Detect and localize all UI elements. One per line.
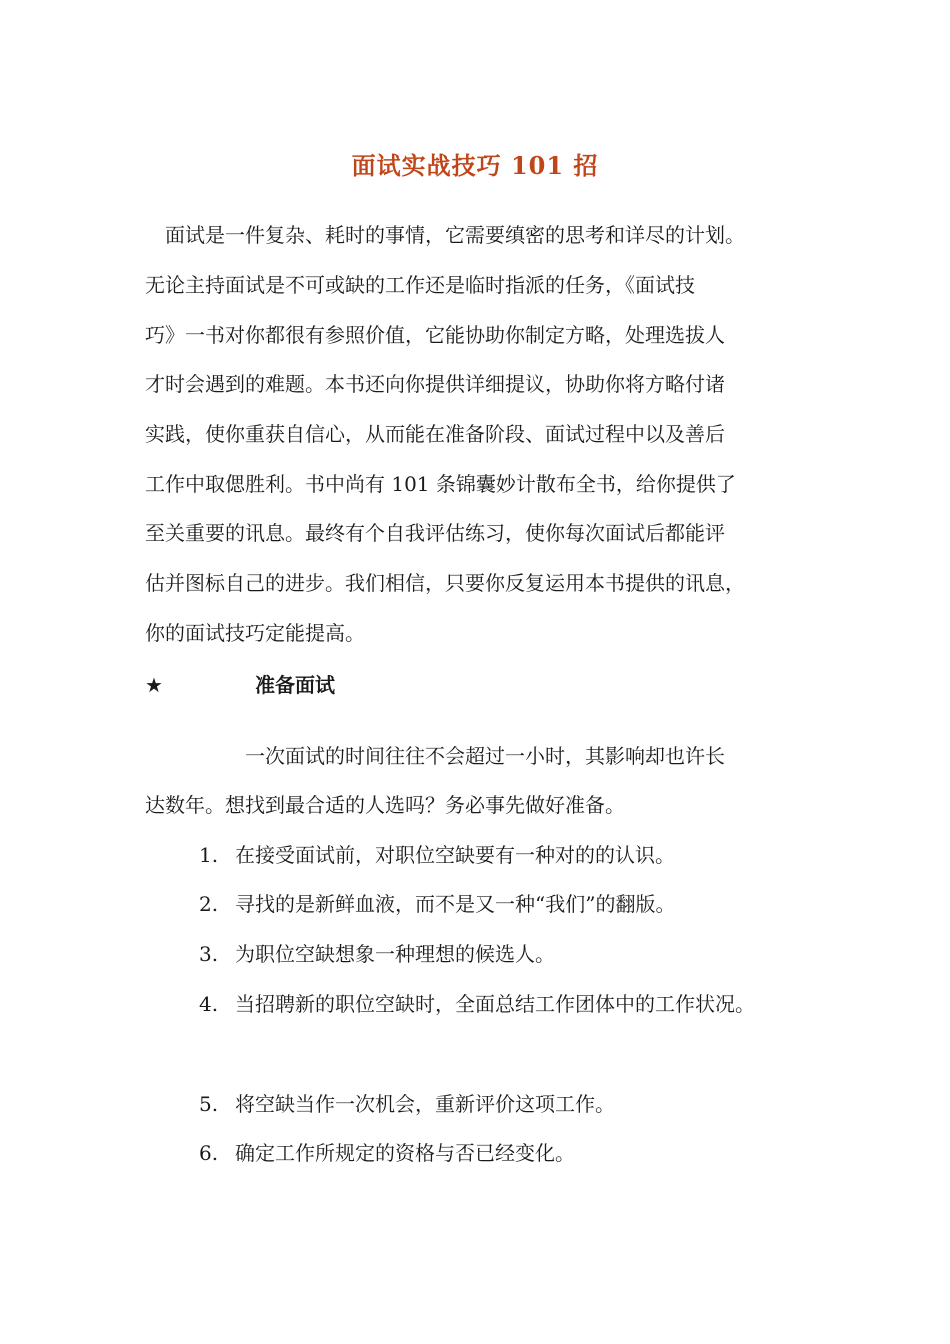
section-heading-text: 准备面试 xyxy=(255,673,335,697)
section-intro-line-1: 一次面试的时间往往不会超过一小时，其影响却也许长 xyxy=(145,744,725,768)
intro-line-6: 工作中取偲胜利。书中尚有 101 条锦囊妙计散布全书，给你提供了 xyxy=(145,472,736,496)
intro-line-4: 才时会遇到的难题。本书还向你提供详细提议，协助你将方略付诸 xyxy=(145,372,725,396)
list-item-number: 6. xyxy=(199,1141,219,1165)
list-item-text: 将空缺当作一次机会，重新评价这项工作。 xyxy=(235,1092,615,1116)
list-item-number: 5. xyxy=(199,1092,219,1116)
list-item-text: 为职位空缺想象一种理想的候选人。 xyxy=(235,942,555,966)
intro-line-5: 实践，使你重获自信心，从而能在准备阶段、面试过程中以及善后 xyxy=(145,422,725,446)
list-item-number: 4. xyxy=(199,992,219,1016)
list-item xyxy=(199,889,675,919)
document-title: 面试实战技巧 101 招 xyxy=(351,151,599,180)
intro-line-7: 至关重要的讯息。最终有个自我评估练习，使你每次面试后都能评 xyxy=(145,521,725,545)
section-heading xyxy=(145,670,335,700)
intro-line-3: 巧》一书对你都很有参照价值，它能协助你制定方略，处理选拔人 xyxy=(145,323,725,347)
list-item-number: 1. xyxy=(199,843,219,867)
list-item xyxy=(199,939,555,969)
list-item xyxy=(199,1089,615,1119)
list-item-text: 当招聘新的职位空缺时，全面总结工作团体中的工作状况。 xyxy=(235,992,755,1016)
star-icon: ★ xyxy=(145,673,163,697)
section-intro-line-2: 达数年。想找到最合适的人选吗？务必事先做好准备。 xyxy=(145,793,625,817)
list-item xyxy=(199,840,675,870)
intro-line-9: 你的面试技巧定能提高。 xyxy=(145,621,365,645)
list-item xyxy=(199,989,755,1019)
intro-line-1: 面试是一件复杂、耗时的事情，它需要缜密的思考和详尽的计划。 xyxy=(145,223,745,247)
list-item-text: 在接受面试前，对职位空缺要有一种对的的认识。 xyxy=(235,843,675,867)
intro-line-2: 无论主持面试是不可或缺的工作还是临时指派的任务，《面试技 xyxy=(145,273,695,297)
list-item-number: 2. xyxy=(199,892,219,916)
list-item-text: 寻找的是新鲜血液，而不是又一种“我们”的翻版。 xyxy=(235,892,676,916)
list-item-text: 确定工作所规定的资格与否已经变化。 xyxy=(235,1141,575,1165)
intro-line-8: 估并图标自己的进步。我们相信，只要你反复运用本书提供的讯息， xyxy=(145,571,745,595)
list-item xyxy=(199,1138,575,1168)
list-item-number: 3. xyxy=(199,942,219,966)
